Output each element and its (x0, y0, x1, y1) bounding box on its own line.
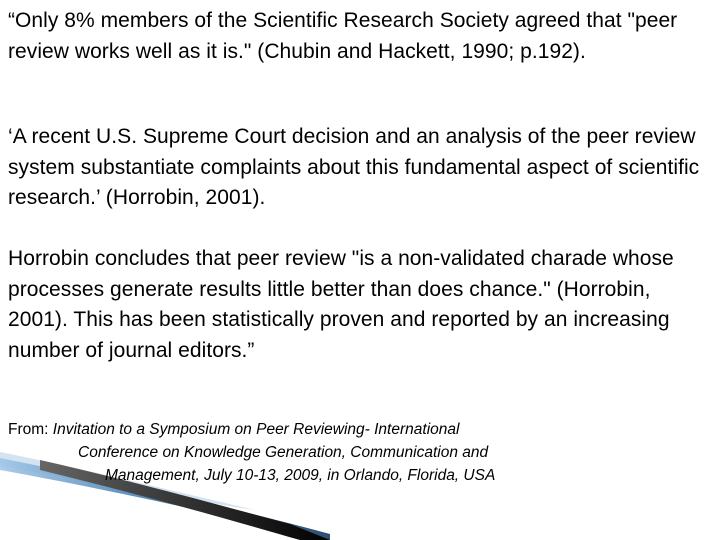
quote-paragraph-2: ‘A recent U.S. Supreme Court decision and an analysis of the peer review system substantiate complaints about this fundamental aspect of scientific research.’ (Horrobin, 2001). (8, 125, 700, 209)
quote-paragraph-1: “Only 8% members of the Scientific Research Society agreed that "peer review works well as it is." (Chubin and Hackett, 1990; p.192). (8, 9, 678, 63)
source-line-2 (8, 441, 713, 464)
source-line-1 (8, 418, 713, 441)
source-title-part-1: Invitation to a Symposium on Peer Reviewing- International (52, 421, 460, 438)
source-title-part-2: Conference on Knowledge Generation, Communication and (78, 444, 489, 461)
quote-paragraph-3: Horrobin concludes that peer review "is a non-validated charade whose processes generate results little better than does chance." (Horrobin, 2001). This has been statistically proven and reported by an increasing number of journal editors.” (8, 247, 674, 362)
source-prefix: From: (8, 421, 53, 438)
source-title-part-3: Management, July 10-13, 2009, in Orlando, Florida, USA (105, 467, 496, 484)
source-line-3 (8, 464, 713, 487)
source-citation (8, 418, 713, 487)
